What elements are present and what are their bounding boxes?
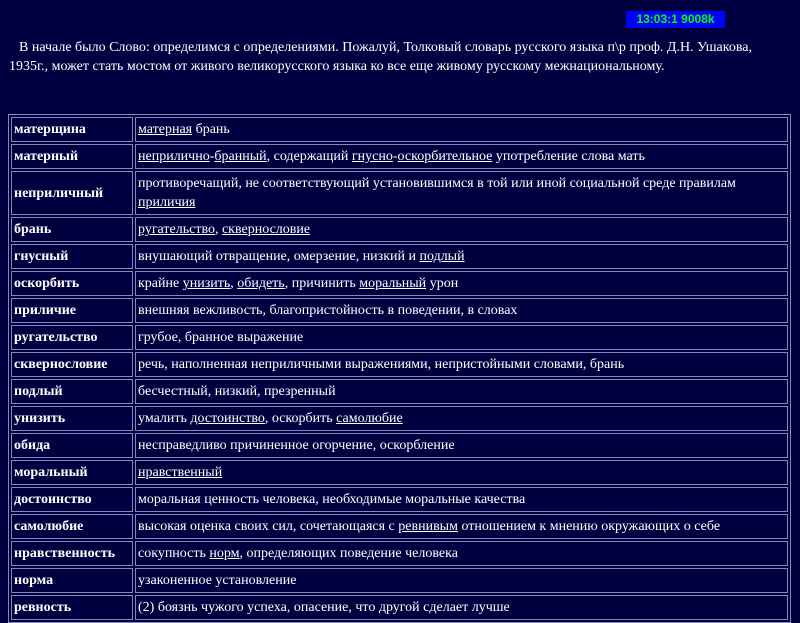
term-link[interactable]: достоинство: [190, 411, 265, 426]
definition-cell: [135, 271, 788, 296]
definition-text: высокая оценка своих сил, сочетающаяся с: [138, 519, 399, 534]
table-row: [11, 244, 788, 269]
definition-cell: [135, 460, 788, 485]
definition-cell: [135, 541, 788, 566]
definition-text: речь, наполненная неприличными выражениями, непристойными словами, брань: [138, 357, 625, 372]
memory-text: 9008k: [681, 12, 715, 26]
definition-cell: [135, 514, 788, 539]
definition-cell: [135, 244, 788, 269]
term-link[interactable]: ревнивым: [398, 519, 458, 534]
definition-cell: [135, 298, 788, 323]
term-link[interactable]: норм: [209, 546, 240, 561]
definition-cell: [135, 595, 788, 620]
table-row: [11, 433, 788, 458]
definition-text: грубое, бранное выражение: [138, 330, 304, 345]
table-row: [11, 514, 788, 539]
term-cell: брань: [11, 217, 133, 242]
definition-text: урон: [426, 276, 459, 291]
definition-cell: [135, 568, 788, 593]
definition-text: ,: [214, 222, 222, 237]
term-cell: подлый: [11, 379, 133, 404]
term-link[interactable]: нравственный: [138, 465, 223, 480]
table-row: [11, 595, 788, 620]
term-cell: матерщина: [11, 117, 133, 142]
table-row: [11, 379, 788, 404]
term-link[interactable]: подлый: [419, 249, 465, 264]
glossary-table: [8, 114, 791, 623]
definition-cell: [135, 117, 788, 142]
definition-cell: [135, 352, 788, 377]
definition-text: несправедливо причиненное огорчение, оскорбление: [138, 438, 455, 453]
definition-cell: [135, 325, 788, 350]
term-cell: оскорбить: [11, 271, 133, 296]
term-link[interactable]: гнусно: [351, 149, 393, 164]
table-row: [11, 144, 788, 169]
term-cell: сквернословие: [11, 352, 133, 377]
term-cell: самолюбие: [11, 514, 133, 539]
table-row: [11, 325, 788, 350]
definition-text: узаконенное установление: [138, 573, 297, 588]
term-link[interactable]: приличия: [138, 195, 196, 210]
definition-text: внешняя вежливость, благопристойность в поведении, в словах: [138, 303, 518, 318]
glossary-body: [11, 117, 788, 620]
term-link[interactable]: неприлично: [138, 149, 210, 164]
term-link[interactable]: сквернословие: [221, 222, 311, 237]
table-row: [11, 541, 788, 566]
table-row: [11, 568, 788, 593]
term-cell: гнусный: [11, 244, 133, 269]
definition-text: противоречащий, не соответствующий установившимся в той или иной социальной среде правилам: [138, 176, 736, 191]
term-cell: моральный: [11, 460, 133, 485]
definition-cell: [135, 433, 788, 458]
term-link[interactable]: бранный: [214, 149, 267, 164]
definition-text: , причинить: [284, 276, 360, 291]
term-cell: неприличный: [11, 171, 133, 215]
term-link[interactable]: самолюбие: [336, 411, 403, 426]
table-row: [11, 298, 788, 323]
term-link[interactable]: обидеть: [237, 276, 285, 291]
term-cell: матерный: [11, 144, 133, 169]
term-link[interactable]: унизить: [182, 276, 231, 291]
term-cell: приличие: [11, 298, 133, 323]
table-row: [11, 487, 788, 512]
table-row: [11, 217, 788, 242]
term-cell: обида: [11, 433, 133, 458]
definition-text: (2) боязнь чужого успеха, опасение, что другой сделает лучше: [138, 600, 510, 615]
definition-text: внушающий отвращение, омерзение, низкий и: [138, 249, 420, 264]
definition-cell: [135, 379, 788, 404]
table-row: [11, 460, 788, 485]
definition-text: ,: [230, 276, 238, 291]
term-link[interactable]: ругательство: [138, 222, 215, 237]
term-cell: унизить: [11, 406, 133, 431]
term-cell: ревность: [11, 595, 133, 620]
definition-cell: [135, 406, 788, 431]
intro-paragraph: В начале было Слово: определимся с определениями. Пожалуй, Толковый словарь русского языка п\р проф. Д.Н. Ушакова, 1935г., может стать мостом от живого великорусского языка ко все еще живому русскому межнациональному.: [9, 40, 752, 74]
term-cell: достоинство: [11, 487, 133, 512]
definition-text: -: [209, 149, 215, 164]
definition-text: -: [392, 149, 398, 164]
table-row: [11, 117, 788, 142]
definition-text: , оскорбить: [264, 411, 337, 426]
term-link[interactable]: оскорбительное: [397, 149, 493, 164]
table-row: [11, 171, 788, 215]
definition-text: употребление слова мать: [492, 149, 645, 164]
definition-cell: [135, 217, 788, 242]
definition-text: отношением к мнению окружающих о себе: [457, 519, 721, 534]
definition-text: брань: [192, 122, 230, 137]
definition-cell: [135, 487, 788, 512]
definition-text: , определяющих поведение человека: [239, 546, 458, 561]
table-row: [11, 406, 788, 431]
clock-text: 13:03:1: [636, 12, 678, 26]
definition-cell: [135, 144, 788, 169]
definition-text: умалить: [138, 411, 191, 426]
term-cell: ругательство: [11, 325, 133, 350]
term-cell: норма: [11, 568, 133, 593]
definition-text: , содержащий: [266, 149, 352, 164]
term-cell: нравственность: [11, 541, 133, 566]
term-link[interactable]: моральный: [359, 276, 427, 291]
definition-text: бесчестный, низкий, презренный: [138, 384, 336, 399]
table-row: [11, 352, 788, 377]
definition-cell: [135, 171, 788, 215]
definition-text: крайне: [138, 276, 183, 291]
definition-text: моральная ценность человека, необходимые моральные качества: [138, 492, 526, 507]
status-indicator: [626, 11, 725, 28]
definition-text: сокупность: [138, 546, 210, 561]
term-link[interactable]: матерная: [138, 122, 193, 137]
table-row: [11, 271, 788, 296]
